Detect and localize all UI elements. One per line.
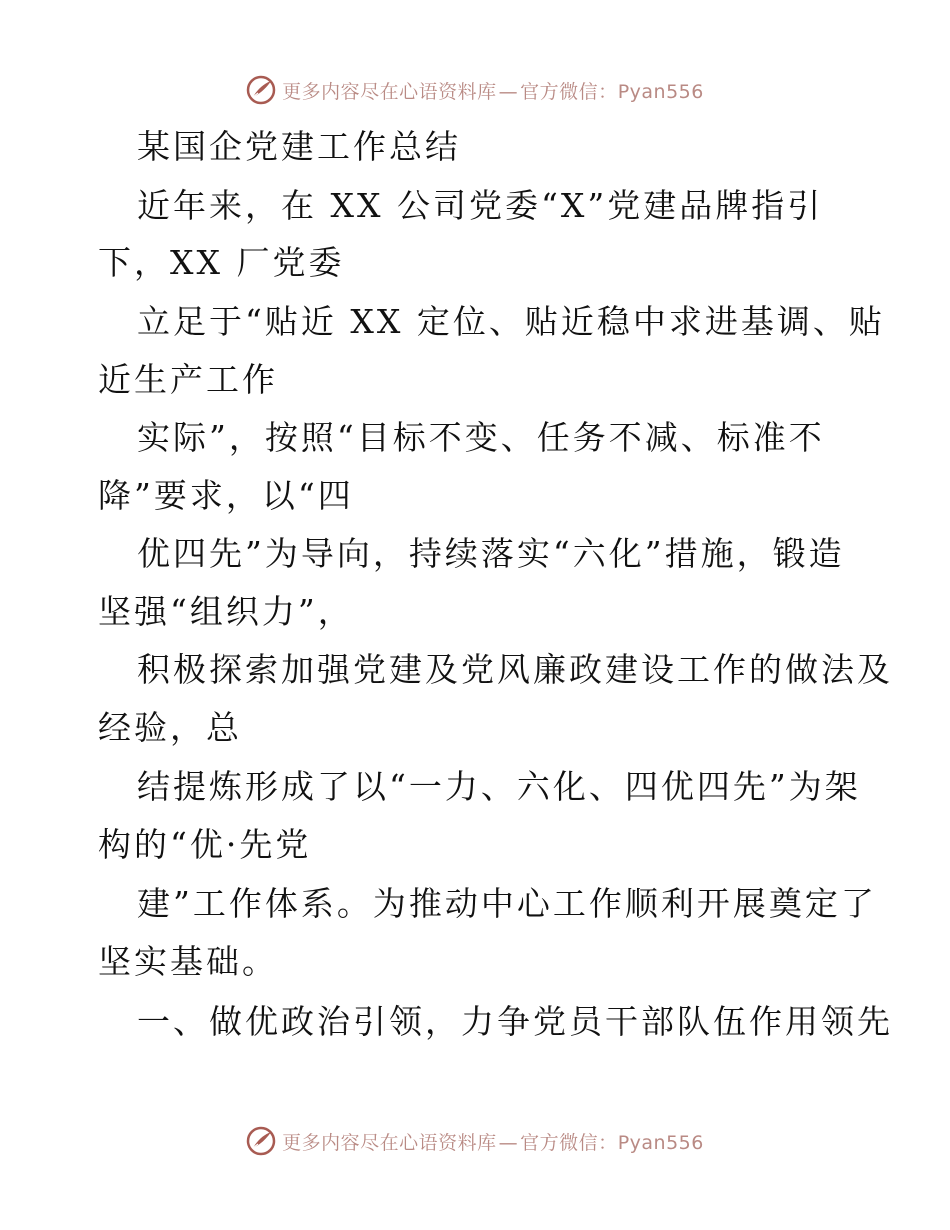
body-line: 积极探索加强党建及党风廉政建设工作的做法及 [137,650,893,689]
watermark-wechat-id: Pyan556 [617,1131,704,1154]
watermark-slogan: 更多内容尽在心语资料库 [282,1131,497,1154]
body-line: 下，XX 厂党委 [98,243,345,282]
body-line: 坚强“组织力”， [98,592,354,631]
body-line: 结提炼形成了以“一力、六化、四优四先”为架 [137,767,861,806]
watermark-wechat-label: 官方微信： [520,80,618,103]
body-line: 构的“优·先党 [98,825,312,864]
body-line: 近年来，在 XX 公司党委“X”党建品牌指引 [137,186,824,225]
body-line: 优四先”为导向，持续落实“六化”措施，锻造 [137,534,845,573]
quill-pen-logo-icon [246,1126,276,1156]
body-line: 坚实基础。 [98,942,278,981]
watermark-separator: — [498,1131,519,1154]
watermark-wechat-id: Pyan556 [617,80,704,103]
document-title: 某国企党建工作总结 [137,127,461,166]
section-heading: 一、做优政治引领，力争党员干部队伍作用领先 [137,1002,893,1041]
body-line: 降”要求，以“四 [98,476,354,515]
watermark-wechat-label: 官方微信： [520,1131,618,1154]
body-line: 经验，总 [98,708,242,747]
watermark-text [282,1128,704,1155]
body-line: 实际”，按照“目标不变、任务不减、标准不 [137,418,825,457]
footer-watermark [0,1121,950,1161]
body-line: 建”工作体系。为推动中心工作顺利开展奠定了 [137,884,877,923]
watermark-slogan: 更多内容尽在心语资料库 [282,80,497,103]
body-line: 立足于“贴近 XX 定位、贴近稳中求进基调、贴 [137,302,885,341]
watermark-separator: — [498,80,519,103]
body-line: 近生产工作 [98,360,278,399]
